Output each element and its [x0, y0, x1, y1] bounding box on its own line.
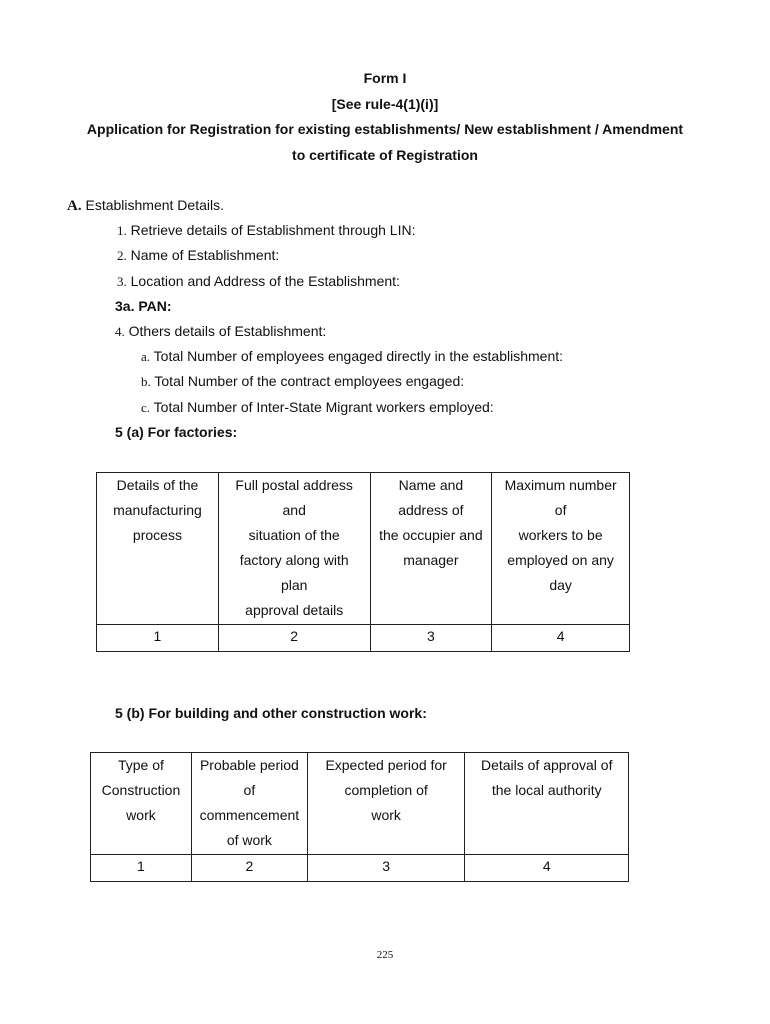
- column-number-cell: 1: [91, 855, 192, 882]
- header-line: manager: [403, 552, 459, 568]
- list-item: [117, 221, 415, 240]
- header-line: factory along with: [239, 552, 349, 568]
- sub-item-label: Total Number of employees engaged directly in the establishment:: [153, 348, 564, 364]
- column-number-cell: 4: [465, 855, 629, 882]
- header-line: day: [549, 577, 572, 593]
- table-header-cell: [97, 473, 219, 625]
- table-header-cell: [91, 753, 192, 855]
- header-line: completion of: [344, 782, 428, 798]
- table-header-cell: [307, 753, 465, 855]
- form-title: Form I: [363, 70, 407, 86]
- pan-label: 3a. PAN:: [115, 298, 172, 314]
- table-header-cell: [465, 753, 629, 855]
- column-number-cell: 2: [218, 625, 370, 652]
- construction-heading: 5 (b) For building and other construction work:: [115, 705, 427, 721]
- column-number-cell: 2: [191, 855, 307, 882]
- column-number-cell: 4: [492, 625, 630, 652]
- sub-item-letter: b.: [141, 374, 151, 389]
- list-item: [115, 322, 326, 341]
- section-a-heading: [67, 196, 224, 215]
- header-line: approval details: [245, 602, 344, 618]
- header-line: situation of the: [248, 527, 340, 543]
- header-line: Probable period: [199, 757, 299, 773]
- header-line: Construction: [101, 782, 181, 798]
- header-line: Details of approval of: [480, 757, 613, 773]
- item-number: 3.: [117, 274, 127, 289]
- page-number: 225: [376, 949, 394, 961]
- sub-item-letter: c.: [141, 400, 151, 415]
- list-item: [117, 272, 400, 291]
- header-line: of: [243, 782, 256, 798]
- header-line: of work: [226, 832, 272, 848]
- form-heading-line-2: to certificate of Registration: [292, 147, 478, 163]
- table-header-cell: [492, 473, 630, 625]
- item-number: 1.: [117, 223, 127, 238]
- construction-table: [90, 752, 629, 882]
- sub-item-letter: a.: [141, 349, 151, 364]
- item-label: Name of Establishment:: [130, 247, 280, 263]
- table-header-cell: [191, 753, 307, 855]
- header-line: work: [126, 807, 156, 823]
- item-number: 2.: [117, 248, 127, 263]
- header-line: address of: [398, 502, 464, 518]
- header-line: Maximum number: [504, 477, 617, 493]
- rule-reference: [See rule-4(1)(i)]: [331, 96, 439, 112]
- table-number-row: [91, 855, 629, 882]
- item-label: Retrieve details of Establishment through LIN:: [130, 222, 416, 238]
- sub-list-item: [141, 398, 494, 417]
- item-number: 4.: [115, 324, 125, 339]
- header-line: manufacturing: [113, 502, 202, 518]
- list-item: [117, 246, 279, 265]
- header-line: the local authority: [491, 782, 602, 798]
- sub-item-label: Total Number of Inter-State Migrant workers employed:: [153, 399, 494, 415]
- item-label: Others details of Establishment:: [128, 323, 327, 339]
- header-line: commencement: [199, 807, 300, 823]
- header-line: Full postal address: [235, 477, 353, 493]
- sub-item-label: Total Number of the contract employees engaged:: [154, 373, 465, 389]
- header-line: plan: [280, 577, 308, 593]
- header-line: Expected period for: [325, 757, 447, 773]
- header-line: Name and: [398, 477, 464, 493]
- form-heading-line-1: Application for Registration for existing establishments/ New establishment / Amendment: [86, 121, 684, 137]
- item-label: Location and Address of the Establishment:: [130, 273, 400, 289]
- factories-table: [96, 472, 630, 652]
- section-a-title: Establishment Details.: [85, 197, 224, 213]
- table-number-row: [97, 625, 630, 652]
- header-line: Type of: [117, 757, 164, 773]
- column-number-cell: 3: [370, 625, 492, 652]
- header-line: process: [132, 527, 182, 543]
- table-header-cell: [370, 473, 492, 625]
- sub-list-item: [141, 347, 563, 366]
- header-line: work: [371, 807, 401, 823]
- header-line: and: [282, 502, 306, 518]
- sub-list-item: [141, 372, 464, 391]
- section-a-marker: A.: [67, 198, 82, 214]
- header-line: of: [554, 502, 567, 518]
- column-number-cell: 3: [307, 855, 465, 882]
- factories-heading: 5 (a) For factories:: [115, 424, 238, 440]
- header-line: workers to be: [518, 527, 603, 543]
- header-line: employed on any: [507, 552, 614, 568]
- column-number-cell: 1: [97, 625, 219, 652]
- header-line: Details of the: [116, 477, 199, 493]
- header-line: the occupier and: [379, 527, 483, 543]
- table-header-row: [97, 473, 630, 625]
- table-header-row: [91, 753, 629, 855]
- table-header-cell: [218, 473, 370, 625]
